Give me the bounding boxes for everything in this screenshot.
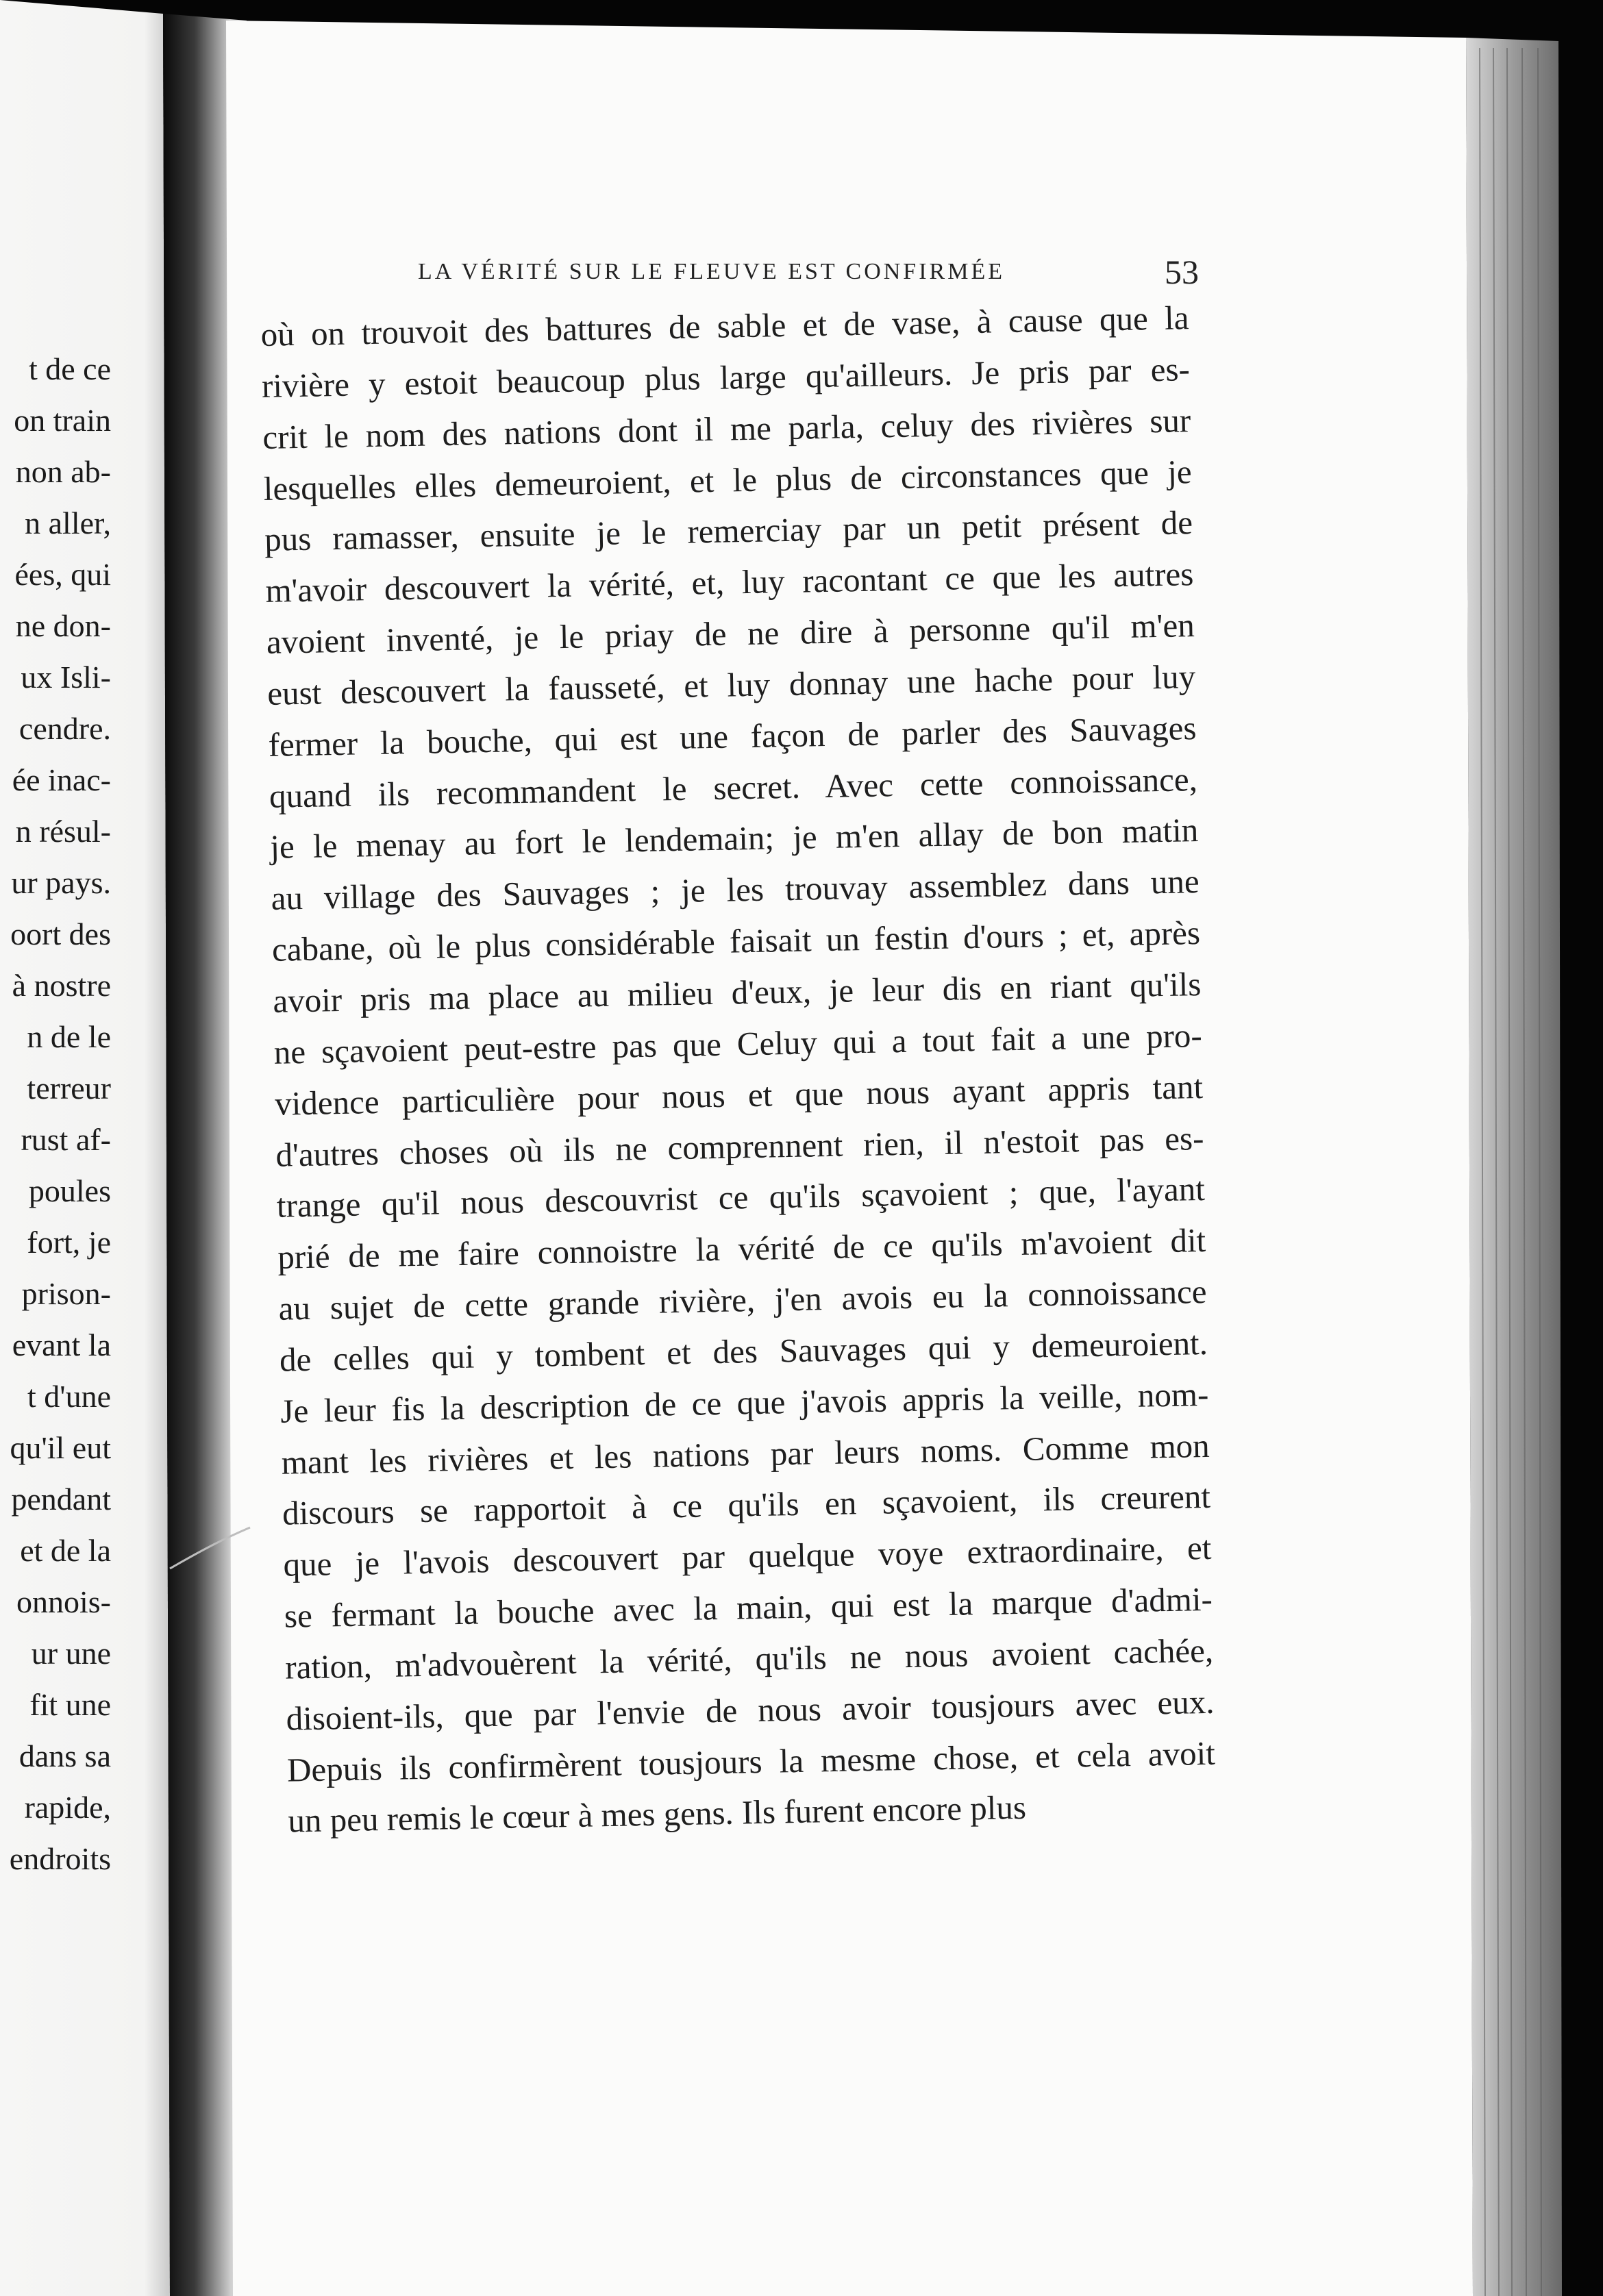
text-line: rivière y estoit beaucoup plus large qu'ailleurs. Je pris par es- [261,349,1191,405]
left-page-text-fragments [0,0,171,2296]
text-line: pus ramasser, ensuite je le remerciay par un petit présent de [264,503,1193,559]
text-line: un peu remis le cœur à mes gens. Ils furent encore plus [287,1788,1027,1840]
text-line: où on trouvoit des battures de sable et de vase, à cause que la [260,299,1189,353]
text-line: mant les rivières et les nations par leurs noms. Comme mon [281,1426,1210,1482]
left-fragment-line: t d'une [27,1379,111,1414]
left-fragment-line: n résul- [15,814,111,849]
text-line: vidence particulière pour nous et que nous ayant appris tant [274,1067,1204,1123]
text-line: fermer la bouche, qui est une façon de parler des Sauvages [268,708,1197,764]
text-line: d'autres choses où ils ne comprennent rien, il n'estoit pas es- [275,1119,1204,1174]
page-number: 53 [1165,253,1199,291]
left-fragment-line: pendant [11,1482,111,1517]
left-fragment-line: dans sa [18,1738,111,1773]
text-line: quand ils recommandent le secret. Avec cette connoissance, [269,760,1198,815]
left-fragment-line: fort, je [27,1225,111,1260]
left-fragment-line: ux Isli- [21,660,111,695]
text-line: disoient-ils, que par l'envie de nous avoir tousjours avec eux. [286,1682,1215,1738]
text-line: ne sçavoient peut-estre pas que Celuy qui a tout fait a une pro- [273,1016,1203,1071]
left-fragment-line: n de le [27,1019,111,1054]
left-fragment-line: ne don- [15,608,111,643]
left-fragment-line: non ab- [15,454,111,489]
left-fragment-line: ur pays. [11,865,111,900]
text-line: au village des Sauvages ; je les trouvay assemblez dans une [271,862,1200,918]
text-line: prié de me faire connoistre la vérité de ce qu'ils m'avoient dit [277,1221,1206,1276]
running-title: LA VÉRITÉ SUR LE FLEUVE EST CONFIRMÉE [418,259,1005,284]
text-line: eust descouvert la fausseté, et luy donnay une hache pour luy [266,657,1196,712]
left-fragment-line: à nostre [12,968,111,1003]
left-fragment-line: rust af- [21,1122,111,1157]
text-line: Je leur fis la description de ce que j'avois appris la veille, nom- [279,1375,1209,1430]
left-fragment-line: ée inac- [12,762,111,797]
running-head [418,252,1199,293]
text-line: discours se rapportoit à ce qu'ils en sçavoient, ils creurent [282,1477,1211,1533]
left-fragment-line: prison- [21,1276,111,1311]
text-line: lesquelles elles demeuroient, et le plus de circonstances que je [263,452,1193,508]
left-fragment-line: cendre. [18,711,111,746]
left-fragment-line: n aller, [25,506,111,540]
text-line: crit le nom des nations dont il me parla, celuy des rivières sur [262,401,1191,456]
left-fragment-line: fit une [29,1687,111,1722]
text-line: avoir pris ma place au milieu d'eux, je leur dis en riant qu'ils [272,964,1202,1020]
text-line: de celles qui y tombent et des Sauvages qui y demeuroient. [279,1323,1208,1379]
left-fragment-line: evant la [12,1327,111,1362]
text-line: se fermant la bouche avec la main, qui est la marque d'admi- [284,1580,1213,1635]
text-line: Depuis ils confirmèrent tousjours la mesme chose, et cela avoit [286,1734,1216,1789]
left-fragment-line: oort des [10,916,111,951]
text-line: au sujet de cette grande rivière, j'en avois eu la connoissance [278,1272,1208,1327]
left-fragment-line: et de la [20,1533,111,1568]
left-fragment-line: ées, qui [14,557,111,592]
left-fragment-line: on train [14,403,111,438]
body-text [260,292,1217,1847]
left-fragment-line: ur une [31,1636,111,1671]
text-line: que je l'avois descouvert par quelque voye extraordinaire, et [283,1529,1212,1584]
text-line: m'avoir descouvert la vérité, et, luy racontant ce que les autres [265,555,1194,610]
left-fragment-line: endroits [9,1841,111,1876]
left-fragment-line: t de ce [28,351,111,386]
text-line: ration, m'advouèrent la vérité, qu'ils ne nous avoient cachée, [284,1631,1214,1686]
text-line: cabane, où le plus considérable faisait un festin d'ours ; et, après [271,914,1201,969]
left-fragment-line: terreur [27,1071,111,1106]
left-fragment-line: qu'il eut [10,1430,111,1465]
left-fragment-line: rapide, [24,1790,111,1825]
left-fragment-line: poules [28,1173,111,1208]
text-line: je le menay au fort le lendemain; je m'en allay de bon matin [269,811,1199,866]
text-line: avoient inventé, je le priay de ne dire à personne qu'il m'en [266,606,1195,661]
left-fragment-line: onnois- [16,1584,111,1619]
text-line: trange qu'il nous descouvrist ce qu'ils sçavoient ; que, l'ayant [276,1170,1206,1225]
